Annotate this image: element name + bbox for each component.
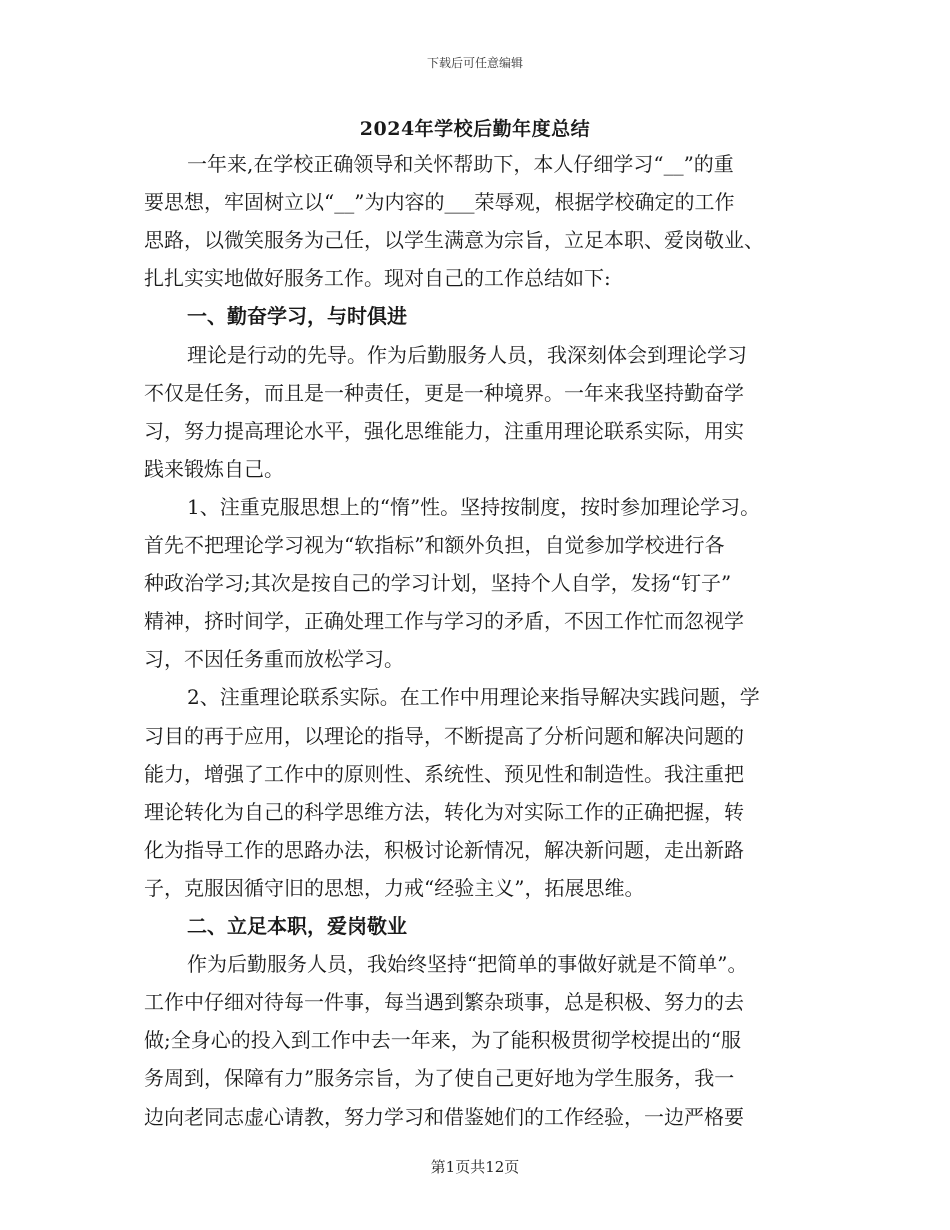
paragraph-line: 作为后勤服务人员，我始终坚持“把简单的事做好就是不简单”。: [187, 952, 748, 977]
paragraph-line: 习，不因任务重而放松学习。: [144, 647, 404, 672]
paragraph-line: 理论是行动的先导。作为后勤服务人员，我深刻体会到理论学习: [187, 342, 747, 367]
paragraph-line: 精神，挤时间学，正确处理工作与学习的矛盾，不因工作忙而忽视学: [144, 609, 744, 634]
paragraph-line: 做;全身心的投入到工作中去一年来，为了能积极贯彻学校提出的“服: [144, 1028, 741, 1053]
paragraph-line: 践来锻炼自己。: [144, 456, 284, 481]
page-footer: 第1页共12页: [430, 1158, 520, 1176]
paragraph-line: 工作中仔细对待每一件事，每当遇到繁杂琐事，总是积极、努力的去: [144, 990, 744, 1015]
document-title: 2024年学校后勤年度总结: [359, 118, 591, 140]
paragraph-line: 1、注重克服思想上的“惰”性。坚持按制度，按时参加理论学习。: [187, 494, 761, 519]
paragraph-line: 种政治学习;其次是按自己的学习计划，坚持个人自学，发扬“钉子”: [144, 571, 732, 596]
paragraph-line: 2、注重理论联系实际。在工作中用理论来指导解决实践问题，学: [187, 685, 760, 710]
paragraph-line: 务周到，保障有力”服务宗旨，为了使自己更好地为学生服务，我一: [144, 1066, 735, 1091]
paragraph-line: 思路，以微笑服务为己任，以学生满意为宗旨，立足本职、爱岗敬业、: [144, 228, 764, 253]
paragraph-line: 边向老同志虚心请教，努力学习和借鉴她们的工作经验，一边严格要: [144, 1104, 744, 1129]
paragraph-line: 扎扎实实地做好服务工作。现对自己的工作总结如下:: [144, 266, 611, 291]
section-heading: 二、立足本职，爱岗敬业: [187, 914, 407, 938]
paragraph-line: 习，努力提高理论水平，强化思维能力，注重用理论联系实际，用实: [144, 418, 744, 443]
paragraph-line: 化为指导工作的思路办法，积极讨论新情况，解决新问题，走出新路: [144, 837, 744, 862]
paragraph-line: 能力，增强了工作中的原则性、系统性、预见性和制造性。我注重把: [144, 761, 744, 786]
paragraph-line: 一年来,在学校正确领导和关怀帮助下，本人仔细学习“__”的重: [187, 152, 734, 176]
paragraph-line: 子，克服因循守旧的思想，力戒“经验主义”，拓展思维。: [144, 875, 645, 900]
paragraph-line: 不仅是任务，而且是一种责任，更是一种境界。一年来我坚持勤奋学: [144, 380, 744, 405]
paragraph-line: 习目的再于应用，以理论的指导，不断提高了分析问题和解决问题的: [144, 723, 744, 748]
paragraph-line: 首先不把理论学习视为“软指标”和额外负担，自觉参加学校进行各: [144, 533, 725, 557]
paragraph-line: 要思想，牢固树立以“__”为内容的___荣辱观，根据学校确定的工作: [144, 190, 735, 215]
paragraph-line: 理论转化为自己的科学思维方法，转化为对实际工作的正确把握，转: [144, 799, 744, 824]
page-header: 下载后可任意编辑: [426, 56, 523, 70]
section-heading: 一、勤奋学习，与时俱进: [187, 304, 407, 329]
